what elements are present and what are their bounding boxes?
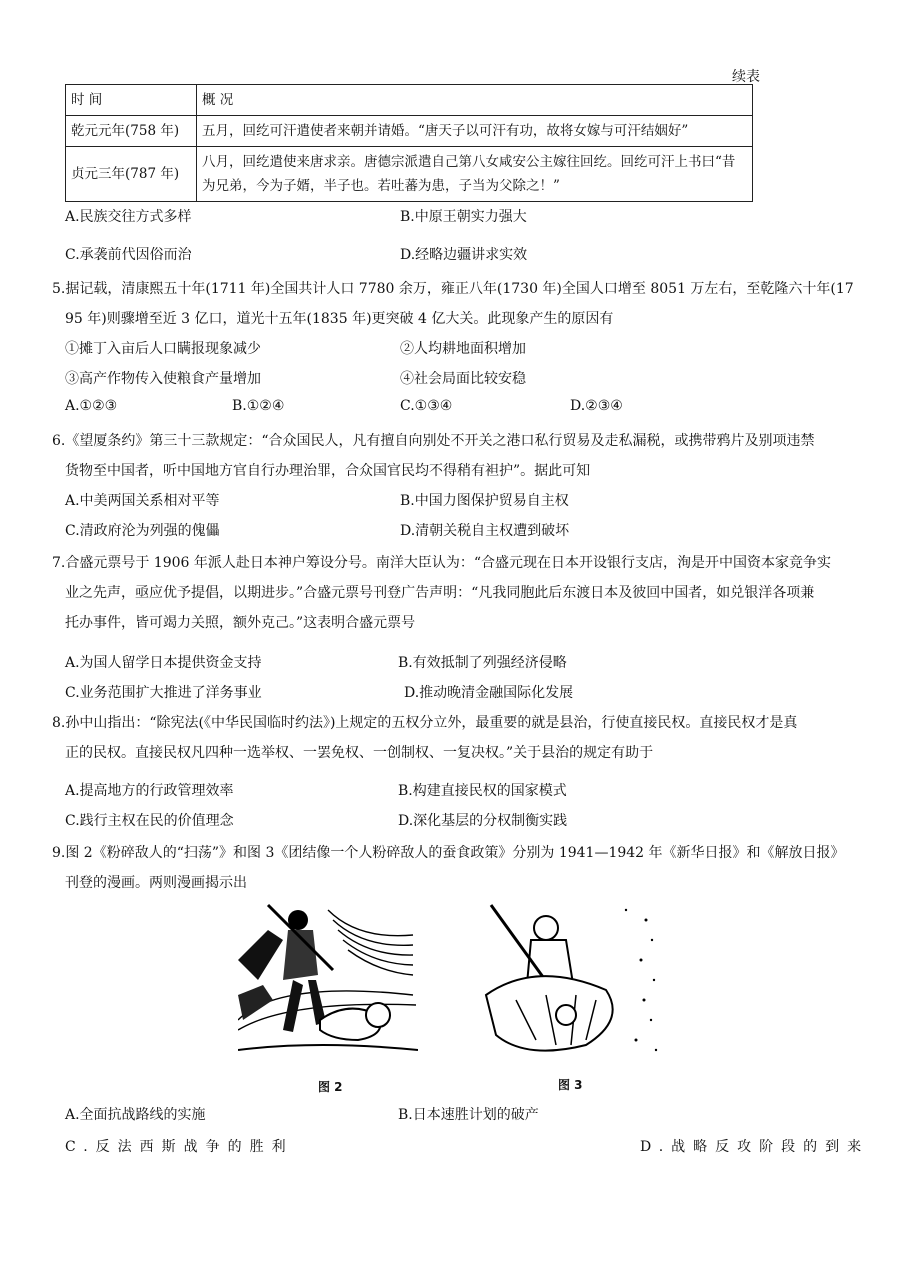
q6-option-b: B.中国力图保护贸易自主权: [400, 493, 569, 509]
figure-3-cartoon: [476, 900, 662, 1070]
q5-item-3: ③高产作物传入使粮食产量增加: [65, 371, 261, 387]
q5-option-a: A.①②③: [65, 398, 118, 414]
table-row: [66, 116, 753, 147]
q4-option-b: B.中原王朝实力强大: [400, 209, 527, 225]
table-header-row: [66, 85, 753, 116]
table-header-overview: 概 况: [197, 85, 753, 116]
q9-option-b: B.日本速胜计划的破产: [398, 1107, 539, 1123]
q5-item-4: ④社会局面比较安稳: [400, 371, 526, 387]
q6-stem-line2: 货物至中国者，听中国地方官自行办理治罪，合众国官民均不得稍有袒护”。据此可知: [65, 463, 591, 479]
figure-2-cartoon: [238, 900, 418, 1070]
q4-option-d: D.经略边疆讲求实效: [400, 247, 528, 263]
q5-option-c: C.①③④: [400, 398, 453, 414]
history-table: [65, 84, 753, 202]
q8-stem-line2: 正的民权。直接民权凡四种一选举权、一罢免权、一创制权、一复决权。”关于县治的规定有助于: [65, 745, 654, 761]
q5-stem-line1: 5.据记载，清康熙五十年(1711 年)全国共计人口 7780 余万，雍正八年(1730 年)全国人口增至 8051 万左右，至乾隆六十年(17: [52, 281, 854, 297]
q9-option-c: C.反法西斯战争的胜利: [65, 1139, 294, 1155]
q7-stem-line3: 托办事件，皆可竭力关照，额外克己。”这表明合盛元票号: [65, 615, 416, 631]
q4-option-a: A.民族交往方式多样: [65, 209, 192, 225]
table-row: [66, 147, 753, 202]
table-header-time: 时 间: [66, 85, 197, 116]
q9-option-a: A.全面抗战路线的实施: [65, 1107, 206, 1123]
q8-option-b: B.构建直接民权的国家模式: [398, 783, 567, 799]
q5-stem-line2: 95 年)则骤增至近 3 亿口，道光十五年(1835 年)更突破 4 亿大关。此现象产生的原因有: [65, 311, 614, 327]
q6-option-c: C.清政府沦为列强的傀儡: [65, 523, 220, 539]
q5-item-2: ②人均耕地面积增加: [400, 341, 526, 357]
q6-stem-line1: 6.《望厦条约》第三十三款规定：“合众国民人，凡有擅自向别处不开关之港口私行贸易及走私漏税，或携带鸦片及别项违禁: [52, 433, 815, 449]
q8-option-c: C.践行主权在民的价值理念: [65, 813, 234, 829]
q8-option-a: A.提高地方的行政管理效率: [65, 783, 234, 799]
q5-item-1: ①摊丁入亩后人口瞒报现象减少: [65, 341, 261, 357]
q7-option-a: A.为国人留学日本提供资金支持: [65, 655, 262, 671]
q9-option-d: D.战略反攻阶段的到来: [640, 1139, 870, 1155]
q7-option-d: D.推动晚清金融国际化发展: [404, 685, 574, 701]
table-cell-time: 贞元三年(787 年): [66, 147, 197, 202]
figure-3-caption: 图 3: [558, 1078, 583, 1092]
q8-stem-line1: 8.孙中山指出：“除宪法(《中华民国临时约法》)上规定的五权分立外，最重要的就是县治，行使直接民权。直接民权才是真: [52, 715, 798, 731]
table-cell-text: 八月，回纥遣使来唐求亲。唐德宗派遣自己第八女咸安公主嫁往回纥。回纥可汗上书曰“昔为兄弟，今为子婿，半子也。若吐蕃为患，子当为父除之！”: [197, 147, 753, 202]
q7-option-b: B.有效抵制了列强经济侵略: [398, 655, 567, 671]
table-cell-time: 乾元元年(758 年): [66, 116, 197, 147]
q6-option-d: D.清朝关税自主权遭到破坏: [400, 523, 570, 539]
q7-stem-line1: 7.合盛元票号于 1906 年派人赴日本神户筹设分号。南洋大臣认为：“合盛元现在日本开设银行支店，洵是开中国资本家竞争实: [52, 555, 832, 571]
q5-option-b: B.①②④: [232, 398, 285, 414]
q5-option-d: D.②③④: [570, 398, 623, 414]
continued-label: 续表: [732, 69, 760, 85]
q9-stem-line1: 9.图 2《粉碎敌人的“扫荡”》和图 3《团结像一个人粉碎敌人的蚕食政策》分别为 1941—1942 年《新华日报》和《解放日报》: [52, 845, 845, 861]
q8-option-d: D.深化基层的分权制衡实践: [398, 813, 568, 829]
figure-2-caption: 图 2: [318, 1080, 343, 1094]
q7-option-c: C.业务范围扩大推进了洋务事业: [65, 685, 262, 701]
q9-stem-line2: 刊登的漫画。两则漫画揭示出: [65, 875, 247, 891]
q4-option-c: C.承袭前代因俗而治: [65, 247, 192, 263]
q6-option-a: A.中美两国关系相对平等: [65, 493, 220, 509]
table-cell-text: 五月，回纥可汗遣使者来朝并请婚。“唐天子以可汗有功，故将女嫁与可汗结姻好”: [197, 116, 753, 147]
q7-stem-line2: 业之先声，亟应优予提倡，以期进步。”合盛元票号刊登广告声明：“凡我同胞此后东渡日本及彼回中国者，如兑银洋各项兼: [65, 585, 815, 601]
